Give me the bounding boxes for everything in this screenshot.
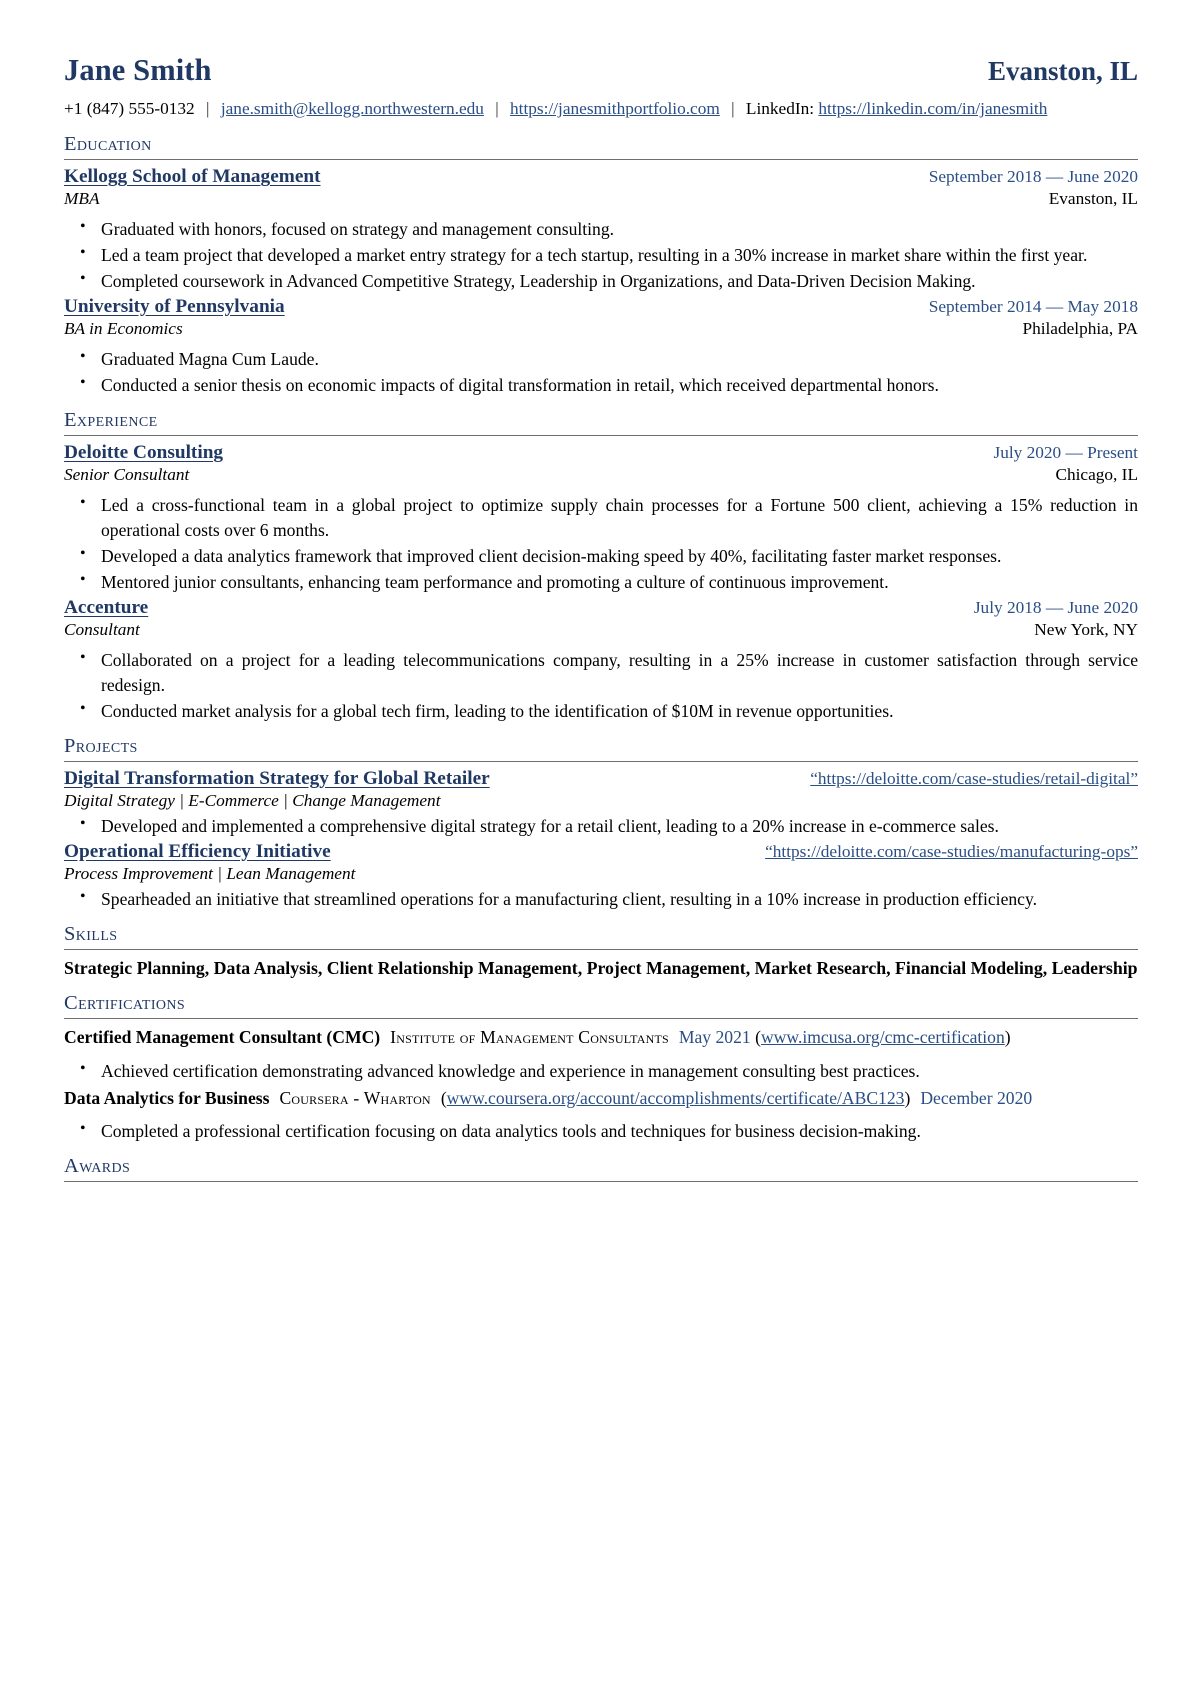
candidate-location: Evanston, IL xyxy=(987,56,1138,86)
section-rule xyxy=(64,761,1138,762)
list-item: • Spearheaded an initiative that streamlined operations for a manufacturing client, resulting in a 10% increase in production efficiency. xyxy=(98,887,1138,912)
list-item: • Graduated Magna Cum Laude. xyxy=(98,347,1138,372)
resume-header xyxy=(64,54,1138,86)
education-degree: BA in Economics xyxy=(64,319,183,339)
list-item: • Led a team project that developed a market entry strategy for a tech startup, resulting in a 30% increase in market share within the first year. xyxy=(98,243,1138,268)
project-url[interactable] xyxy=(810,769,1138,789)
email-link[interactable]: jane.smith@kellogg.northwestern.edu xyxy=(220,99,484,119)
project-title[interactable]: Operational Efficiency Initiative xyxy=(64,840,331,862)
contact-line xyxy=(64,96,1138,122)
certification-bullet-list xyxy=(64,1119,1138,1144)
certification-date: May 2021 xyxy=(678,1026,751,1047)
section-education xyxy=(64,133,1138,398)
certification-url[interactable]: www.imcusa.org/cmc-certification xyxy=(760,1026,1005,1047)
certification-entry xyxy=(64,1025,1138,1084)
project-bullet-list xyxy=(64,814,1138,839)
list-item: • Graduated with honors, focused on strategy and management consulting. xyxy=(98,217,1138,242)
section-heading-certifications: Certifications xyxy=(64,991,186,1014)
education-institution[interactable]: Kellogg School of Management xyxy=(64,166,321,188)
contact-separator-1: | xyxy=(206,99,210,119)
certification-bullet-list xyxy=(64,1059,1138,1084)
section-rule xyxy=(64,1018,1138,1019)
experience-company[interactable]: Deloitte Consulting xyxy=(64,442,224,464)
certification-date: December 2020 xyxy=(920,1087,1033,1108)
certification-issuer: Institute of Management Consultants xyxy=(390,1026,669,1047)
education-place: Philadelphia, PA xyxy=(1022,319,1138,339)
list-item: • Developed a data analytics framework that improved client decision-making speed by 40%, facilitating faster market responses. xyxy=(98,544,1138,569)
paren-open: ( xyxy=(755,1026,761,1047)
project-url-text[interactable]: “https://deloitte.com/case-studies/retail-digital” xyxy=(810,768,1138,788)
project-tags: Digital Strategy | E-Commerce | Change Management xyxy=(64,790,441,810)
section-heading-skills: Skills xyxy=(64,922,118,945)
list-item: • Mentored junior consultants, enhancing team performance and promoting a culture of continuous improvement. xyxy=(98,570,1138,595)
project-entry xyxy=(64,768,1138,839)
section-rule xyxy=(64,949,1138,950)
section-certifications xyxy=(64,992,1138,1144)
certification-url[interactable]: www.coursera.org/account/accomplishments/certificate/ABC123 xyxy=(446,1087,905,1108)
experience-bullet-list xyxy=(64,648,1138,724)
list-item: • Led a cross-functional team in a global project to optimize supply chain processes for a Fortune 500 client, achieving a 15% reduction in operational costs over 6 months. xyxy=(98,493,1138,543)
list-item: • Conducted a senior thesis on economic impacts of digital transformation in retail, which received departmental honors. xyxy=(98,373,1138,398)
phone-text: +1 (847) 555-0132 xyxy=(64,99,195,119)
section-rule xyxy=(64,1181,1138,1182)
experience-company[interactable]: Accenture xyxy=(64,596,149,618)
certification-entry xyxy=(64,1086,1138,1145)
project-entry xyxy=(64,841,1138,912)
list-item: • Conducted market analysis for a global tech firm, leading to the identification of $10M in revenue opportunities. xyxy=(98,699,1138,724)
section-rule xyxy=(64,435,1138,436)
skills-list: Strategic Planning, Data Analysis, Client Relationship Management, Project Management, Market Research, Financial Modeling, Leadership xyxy=(64,957,1138,978)
certification-line xyxy=(64,1086,1138,1112)
experience-title: Senior Consultant xyxy=(64,465,190,485)
experience-title: Consultant xyxy=(64,619,140,639)
section-projects xyxy=(64,735,1138,912)
section-heading-experience: Experience xyxy=(64,409,158,432)
linkedin-link[interactable]: https://linkedin.com/in/janesmith xyxy=(818,99,1048,119)
education-date: September 2018 — June 2020 xyxy=(928,167,1138,187)
paren-close: ) xyxy=(1004,1026,1011,1047)
list-item: • Completed a professional certification focusing on data analytics tools and techniques for business decision-making. xyxy=(98,1119,1138,1144)
certification-line xyxy=(64,1025,1138,1051)
section-skills xyxy=(64,923,1138,981)
section-rule xyxy=(64,159,1138,160)
project-tags: Process Improvement | Lean Management xyxy=(64,863,356,883)
certification-issuer: Coursera - Wharton xyxy=(279,1087,431,1108)
certification-name: Data Analytics for Business xyxy=(64,1087,270,1108)
contact-separator-3: | xyxy=(731,99,735,119)
experience-place: Chicago, IL xyxy=(1055,465,1138,485)
list-item: • Completed coursework in Advanced Competitive Strategy, Leadership in Organizations, and Data-Driven Decision Making. xyxy=(98,269,1138,294)
education-entry xyxy=(64,166,1138,294)
project-url-text[interactable]: “https://deloitte.com/case-studies/manufacturing-ops” xyxy=(765,841,1138,861)
experience-entry xyxy=(64,442,1138,595)
section-heading-projects: Projects xyxy=(64,734,138,757)
list-item: • Collaborated on a project for a leading telecommunications company, resulting in a 25% increase in customer satisfaction through service redesign. xyxy=(98,648,1138,698)
project-url[interactable] xyxy=(765,842,1138,862)
list-item: • Achieved certification demonstrating advanced knowledge and experience in management consulting best practices. xyxy=(98,1059,1138,1084)
section-experience xyxy=(64,409,1138,724)
experience-entry xyxy=(64,597,1138,724)
experience-bullet-list xyxy=(64,493,1138,595)
experience-date: July 2018 — June 2020 xyxy=(973,597,1138,617)
education-degree: MBA xyxy=(64,189,100,209)
education-date: September 2014 — May 2018 xyxy=(928,297,1138,317)
education-place: Evanston, IL xyxy=(1048,189,1138,209)
website-link[interactable]: https://janesmithportfolio.com xyxy=(510,99,720,119)
section-heading-education: Education xyxy=(64,133,152,156)
linkedin-label: LinkedIn: xyxy=(745,99,815,119)
education-institution[interactable]: University of Pennsylvania xyxy=(64,296,285,318)
list-item: • Developed and implemented a comprehensive digital strategy for a retail client, leading to a 20% increase in e-commerce sales. xyxy=(98,814,1138,839)
education-bullet-list xyxy=(64,347,1138,398)
section-awards xyxy=(64,1155,1138,1182)
paren-open: ( xyxy=(440,1087,447,1108)
contact-separator-2: | xyxy=(495,99,499,119)
education-bullet-list xyxy=(64,217,1138,294)
candidate-name: Jane Smith xyxy=(64,53,212,87)
certification-name: Certified Management Consultant (CMC) xyxy=(64,1026,381,1047)
section-heading-awards: Awards xyxy=(64,1155,131,1178)
experience-date: July 2020 — Present xyxy=(993,443,1138,463)
paren-close: ) xyxy=(904,1087,911,1108)
project-title[interactable]: Digital Transformation Strategy for Global Retailer xyxy=(64,767,490,789)
project-bullet-list xyxy=(64,887,1138,912)
education-entry xyxy=(64,296,1138,398)
experience-place: New York, NY xyxy=(1034,619,1138,639)
